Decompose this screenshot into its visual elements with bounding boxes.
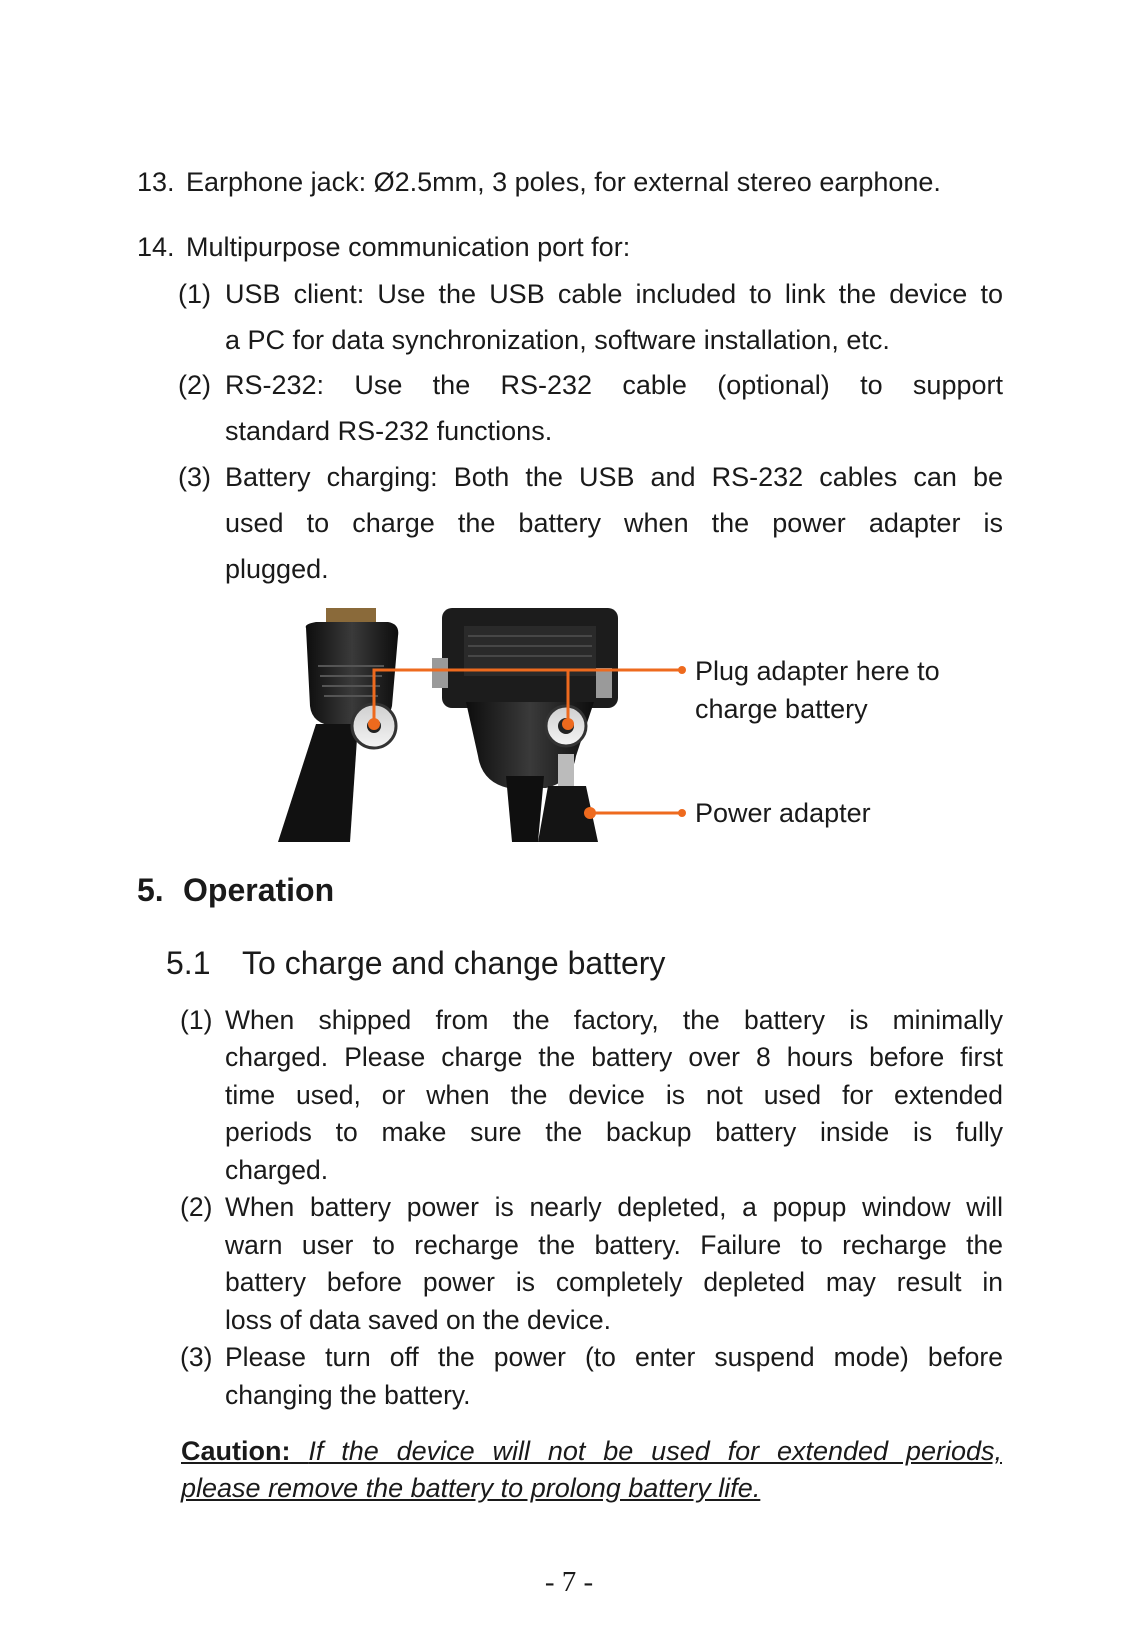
db9-screw <box>596 668 612 698</box>
item-14-2-line: standard RS-232 functions. <box>225 416 553 446</box>
item-14-3-line: plugged. <box>225 554 329 584</box>
figure-label-power-adapter: Power adapter <box>695 798 871 828</box>
item-14-text: Multipurpose communication port for: <box>186 232 631 262</box>
section-title: Operation <box>183 872 335 908</box>
cable-connectors-photo <box>276 606 626 842</box>
item-14-1-number: (1) <box>178 279 211 309</box>
item-14-1-line: USB client: Use the USB cable included to link the device to <box>225 279 1003 309</box>
op-item-1-line: charged. Please charge the battery over 8 hours before first <box>225 1042 1003 1072</box>
db9-screw <box>432 658 448 688</box>
op-item-1-line: When shipped from the factory, the battery is minimally <box>225 1005 1003 1035</box>
item-13-text: Earphone jack: Ø2.5mm, 3 poles, for external stereo earphone. <box>186 167 941 197</box>
op-item-2-line: When battery power is nearly depleted, a popup window will <box>225 1192 1003 1222</box>
item-14-3-line: Battery charging: Both the USB and RS-232 cables can be <box>225 462 1003 492</box>
caution-label: Caution: <box>181 1436 291 1466</box>
callout-dot <box>678 666 686 674</box>
item-14-3-number: (3) <box>178 462 211 492</box>
subsection-title: To charge and change battery <box>242 945 666 981</box>
figure-label-plug-line2: charge battery <box>695 694 868 724</box>
db9-cable <box>506 776 544 842</box>
item-14-2-number: (2) <box>178 370 211 400</box>
power-adapter-plug <box>538 786 598 842</box>
section-number: 5. <box>137 872 164 908</box>
caution-text-1: If the device will not be used for extended periods, <box>308 1436 1002 1466</box>
caution-line-1 <box>181 1433 1002 1469</box>
op-item-2-line: loss of data saved on the device. <box>225 1305 611 1335</box>
op-item-2-number: (2) <box>180 1192 213 1222</box>
op-item-1-number: (1) <box>180 1005 213 1035</box>
item-14-2-line: RS-232: Use the RS-232 cable (optional) to support <box>225 370 1003 400</box>
item-14-3-line: used to charge the battery when the power adapter is <box>225 508 1003 538</box>
op-item-1-line: periods to make sure the backup battery inside is fully <box>225 1117 1003 1147</box>
figure-label-plug-line1: Plug adapter here to <box>695 656 940 686</box>
callout-dot <box>678 809 686 817</box>
power-adapter-tip <box>558 754 574 788</box>
page-number: - 7 - <box>544 1566 594 1598</box>
op-item-3-line: changing the battery. <box>225 1380 471 1410</box>
item-14-1-line: a PC for data synchronization, software installation, etc. <box>225 325 890 355</box>
op-item-3-number: (3) <box>180 1342 213 1372</box>
caution-text-2: please remove the battery to prolong battery life. <box>181 1473 761 1503</box>
subsection-heading <box>166 943 665 983</box>
op-item-1-line: time used, or when the device is not used for extended <box>225 1080 1003 1110</box>
caution-line-2 <box>181 1470 760 1506</box>
op-item-2-line: warn user to recharge the battery. Failure to recharge the <box>225 1230 1003 1260</box>
section-heading <box>137 870 334 910</box>
subsection-number: 5.1 <box>166 945 211 981</box>
op-item-1-line: charged. <box>225 1155 329 1185</box>
usb-cable <box>278 724 358 842</box>
item-13-number: 13. <box>137 167 175 197</box>
op-item-2-line: battery before power is completely depleted may result in <box>225 1267 1003 1297</box>
op-item-3-line: Please turn off the power (to enter suspend mode) before <box>225 1342 1003 1372</box>
item-14-number: 14. <box>137 232 175 262</box>
